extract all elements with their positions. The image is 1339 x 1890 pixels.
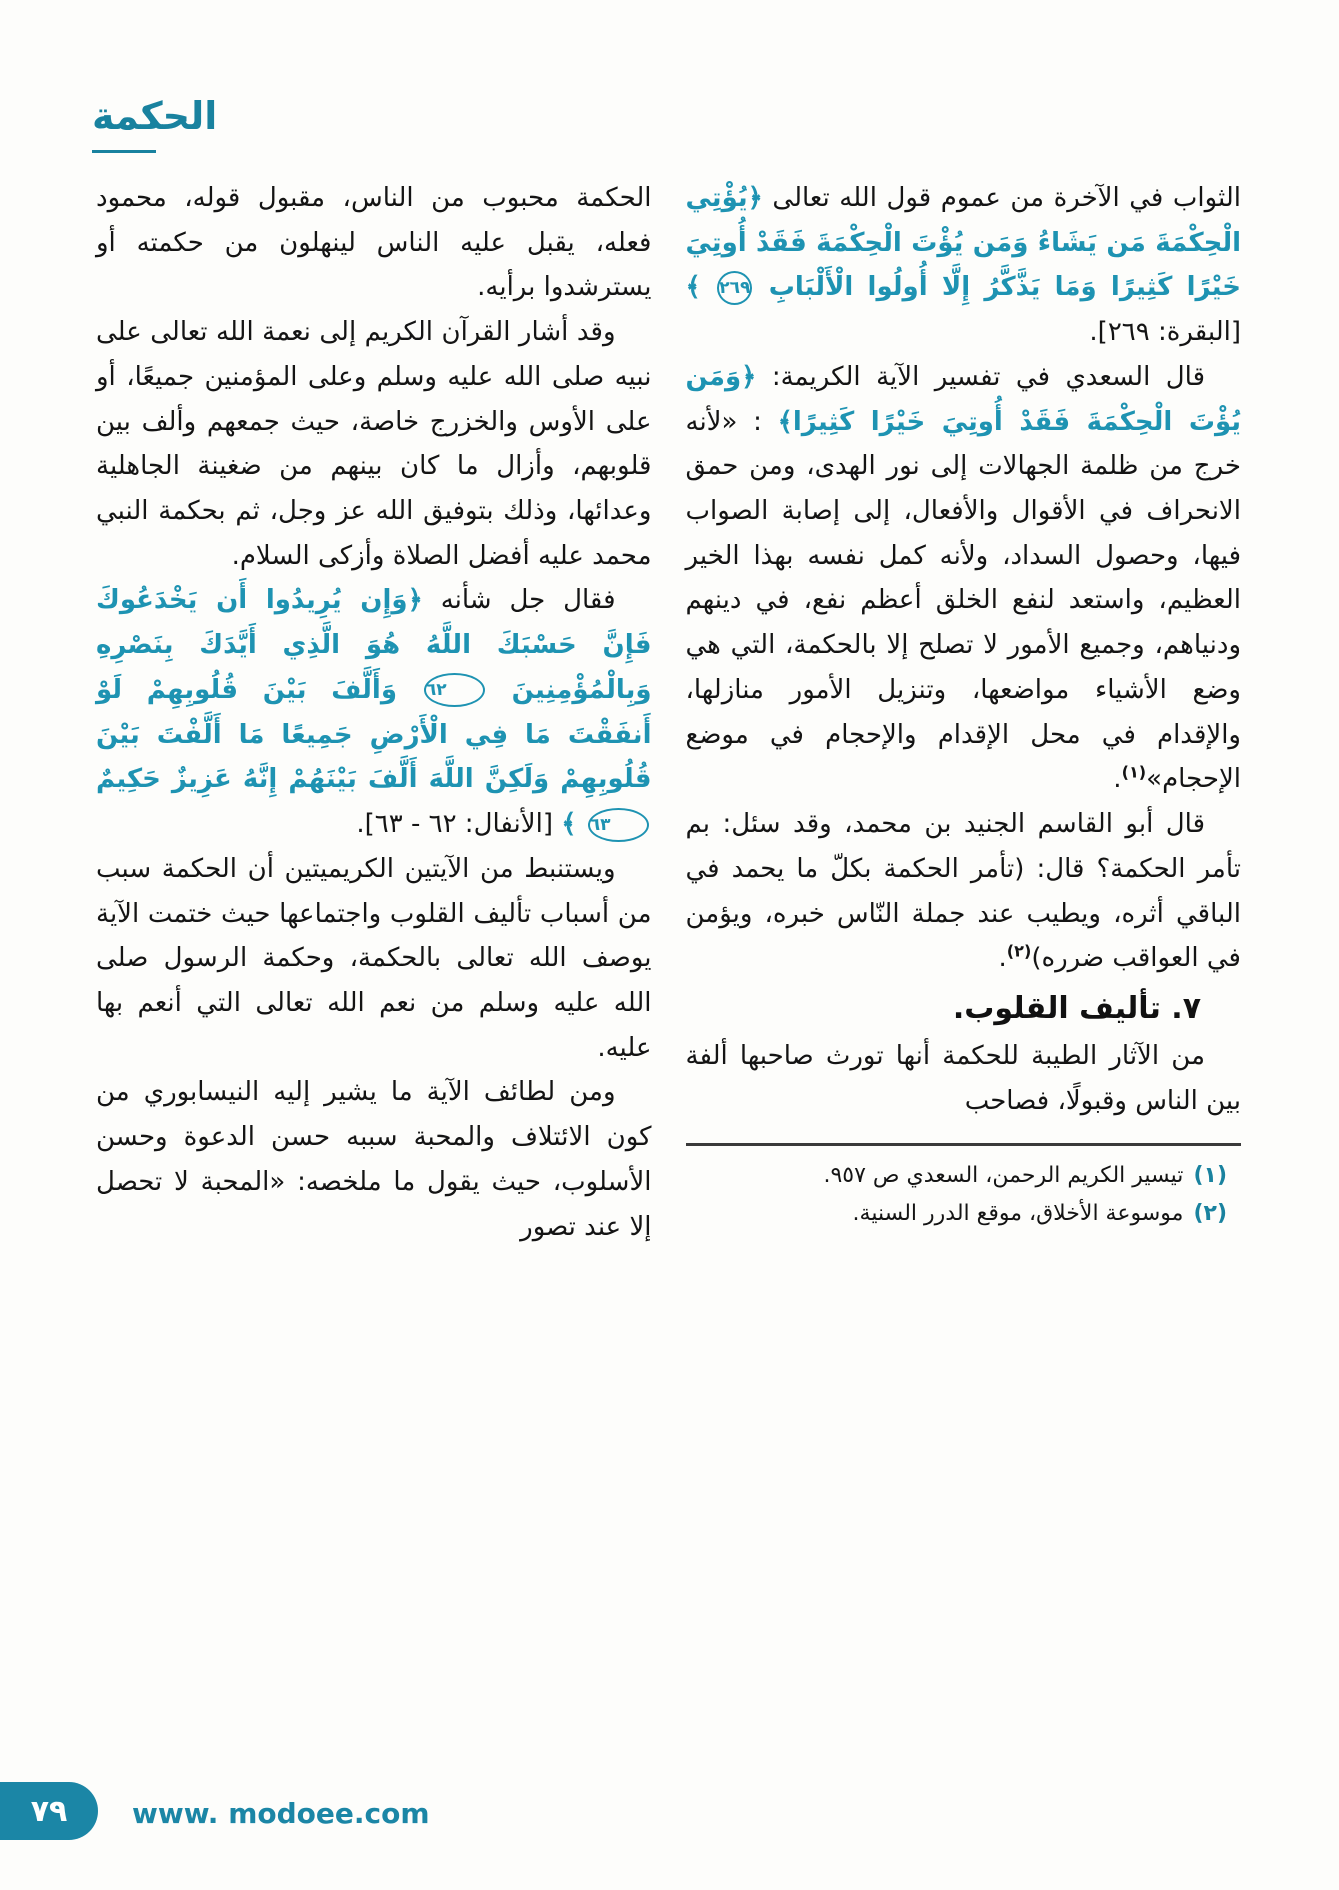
paragraph	[96, 176, 652, 310]
quran-verse: ﴿وَإِن يُرِيدُوا أَن يَخْدَعُوكَ فَإِنَّ حَسْبَكَ اللَّهُ هُوَ الَّذِي أَيَّدَكَ بِنَصْرِهِ وَبِالْمُؤْمِنِينَ	[96, 585, 652, 705]
paragraph	[686, 176, 1242, 355]
paragraph-text: من الآثار الطيبة للحكمة أنها تورث صاحبها ألفة بين الناس وقبولًا، فصاحب	[685, 1040, 1241, 1116]
paragraph	[96, 310, 652, 578]
page-number-badge	[0, 1782, 98, 1840]
paragraph-text: الثواب في الآخرة من عموم قول الله تعالى	[772, 183, 1242, 213]
ayah-number-badge: ٢٦٩	[717, 271, 752, 305]
paragraph	[96, 1070, 652, 1249]
quran-verse: ﴿وَمَن يُؤْتَ الْحِكْمَةَ فَقَدْ أُوتِيَ خَيْرًا كَثِيرًا﴾	[685, 361, 1242, 437]
ayah-number-badge: ٦٣	[588, 808, 649, 842]
footnote-marker: (١)	[1121, 762, 1147, 782]
paragraph-text: ويستنبط من الآيتين الكريميتين أن الحكمة سبب من أسباب تأليف القلوب واجتماعها حيث ختمت الآية يوصف الله تعالى بالحكمة، وحكمة الرسول صلى الله عليه وسلم من نعم الله تعالى التي أنعم بها عليه.	[96, 853, 652, 1063]
footnote-text: تيسير الكريم الرحمن، السعدي ص ٩٥٧.	[823, 1163, 1184, 1189]
paragraph-text: الحكمة محبوب من الناس، مقبول قوله، محمود فعله، يقبل عليه الناس لينهلون من حكمته أو يسترشدوا برأيه.	[96, 183, 652, 303]
website-url: www. modoee.com	[132, 1797, 430, 1830]
footnotes-block	[686, 1143, 1242, 1230]
verse-reference: [الأنفال: ٦٢ - ٦٣].	[356, 809, 553, 840]
page-number: ٧٩	[30, 1793, 68, 1829]
footnote-number: (٢)	[1193, 1200, 1227, 1226]
verse-reference: [البقرة: ٢٦٩].	[1089, 317, 1241, 348]
quran-verse: ﴿يُؤْتِي الْحِكْمَةَ مَن يَشَاءُ وَمَن يُؤْتَ الْحِكْمَةَ فَقَدْ أُوتِيَ خَيْرًا كَثِيرًا وَمَا يَذَّكَّرُ إِلَّا أُولُوا الْأَلْبَابِ	[685, 183, 1242, 303]
paragraph-text: فقال جل شأنه	[440, 585, 616, 616]
column-left	[96, 176, 652, 1249]
footnote-item	[686, 1196, 1228, 1231]
quran-close-bracket: ﴾	[685, 272, 701, 303]
column-right	[686, 176, 1242, 1249]
footnote-marker: (٢)	[1006, 941, 1032, 961]
period: .	[1113, 764, 1122, 795]
header-underline	[92, 150, 156, 153]
paragraph-text: قال أبو القاسم الجنيد بن محمد، وقد سئل: بم تأمر الحكمة؟ قال: (تأمر الحكمة بكلّ ما يحمد في الباقي أثره، ويطيب عند جملة النّاس خبره، ويؤمن في العواقب ضرره)	[685, 809, 1241, 974]
page-title: الحكمة	[92, 94, 218, 138]
quran-verse: وَأَلَّفَ بَيْنَ قُلُوبِهِمْ لَوْ أَنفَقْتَ مَا فِي الْأَرْضِ جَمِيعًا مَا أَلَّفْتَ بَيْنَ قُلُوبِهِمْ وَلَكِنَّ اللَّهَ أَلَّفَ بَيْنَهُمْ إِنَّهُ عَزِيزٌ حَكِيمٌ	[96, 674, 652, 795]
quran-close-bracket: ﴾	[561, 809, 577, 840]
paragraph	[96, 847, 652, 1071]
commentary-text: : «لأنه خرج من ظلمة الجهالات إلى نور الهدى، ومن حمق الانحراف في الأقوال والأفعال، إلى إصابة الصواب فيها، وحصول السداد، ولأنه كمل نفسه بهذا الخير العظيم، واستعد لنفع الخلق أعظم نفع، في دينهم ودنياهم، وجميع الأمور لا تصلح إلا بالحكمة، التي هي وضع الأشياء مواضعها، وتنزيل الأمور منازلها، والإقدام في محل الإقدام والإحجام في موضع الإحجام»	[685, 406, 1241, 795]
section-heading: ٧. تأليف القلوب.	[952, 990, 1201, 1026]
paragraph	[686, 1034, 1242, 1123]
period: .	[998, 943, 1007, 974]
ayah-number-badge: ٦٢	[424, 673, 485, 707]
paragraph-text: قال السعدي في تفسير الآية الكريمة:	[771, 361, 1205, 392]
text-columns	[96, 176, 1241, 1249]
paragraph	[686, 355, 1242, 802]
footnote-text: موسوعة الأخلاق، موقع الدرر السنية.	[852, 1200, 1184, 1226]
paragraph-text: ومن لطائف الآية ما يشير إليه النيسابوري من كون الائتلاف والمحبة سببه حسن الدعوة وحسن الأسلوب، حيث يقول ما ملخصه: «المحبة لا تحصل إلا عند تصور	[96, 1077, 652, 1242]
paragraph-text: وقد أشار القرآن الكريم إلى نعمة الله تعالى على نبيه صلى الله عليه وسلم وعلى المؤمنين جميعًا، أو على الأوس والخزرج خاصة، حيث جمعهم وألف بين قلوبهم، وأزال ما كان بينهم من ضغينة الجاهلية وعدائها، وذلك بتوفيق الله عز وجل، ثم بحكمة النبي محمد عليه أفضل الصلاة وأزكى السلام.	[96, 317, 652, 571]
paragraph	[686, 802, 1242, 981]
footnote-item	[686, 1158, 1228, 1193]
footnote-number: (١)	[1193, 1163, 1227, 1189]
paragraph	[96, 578, 652, 846]
